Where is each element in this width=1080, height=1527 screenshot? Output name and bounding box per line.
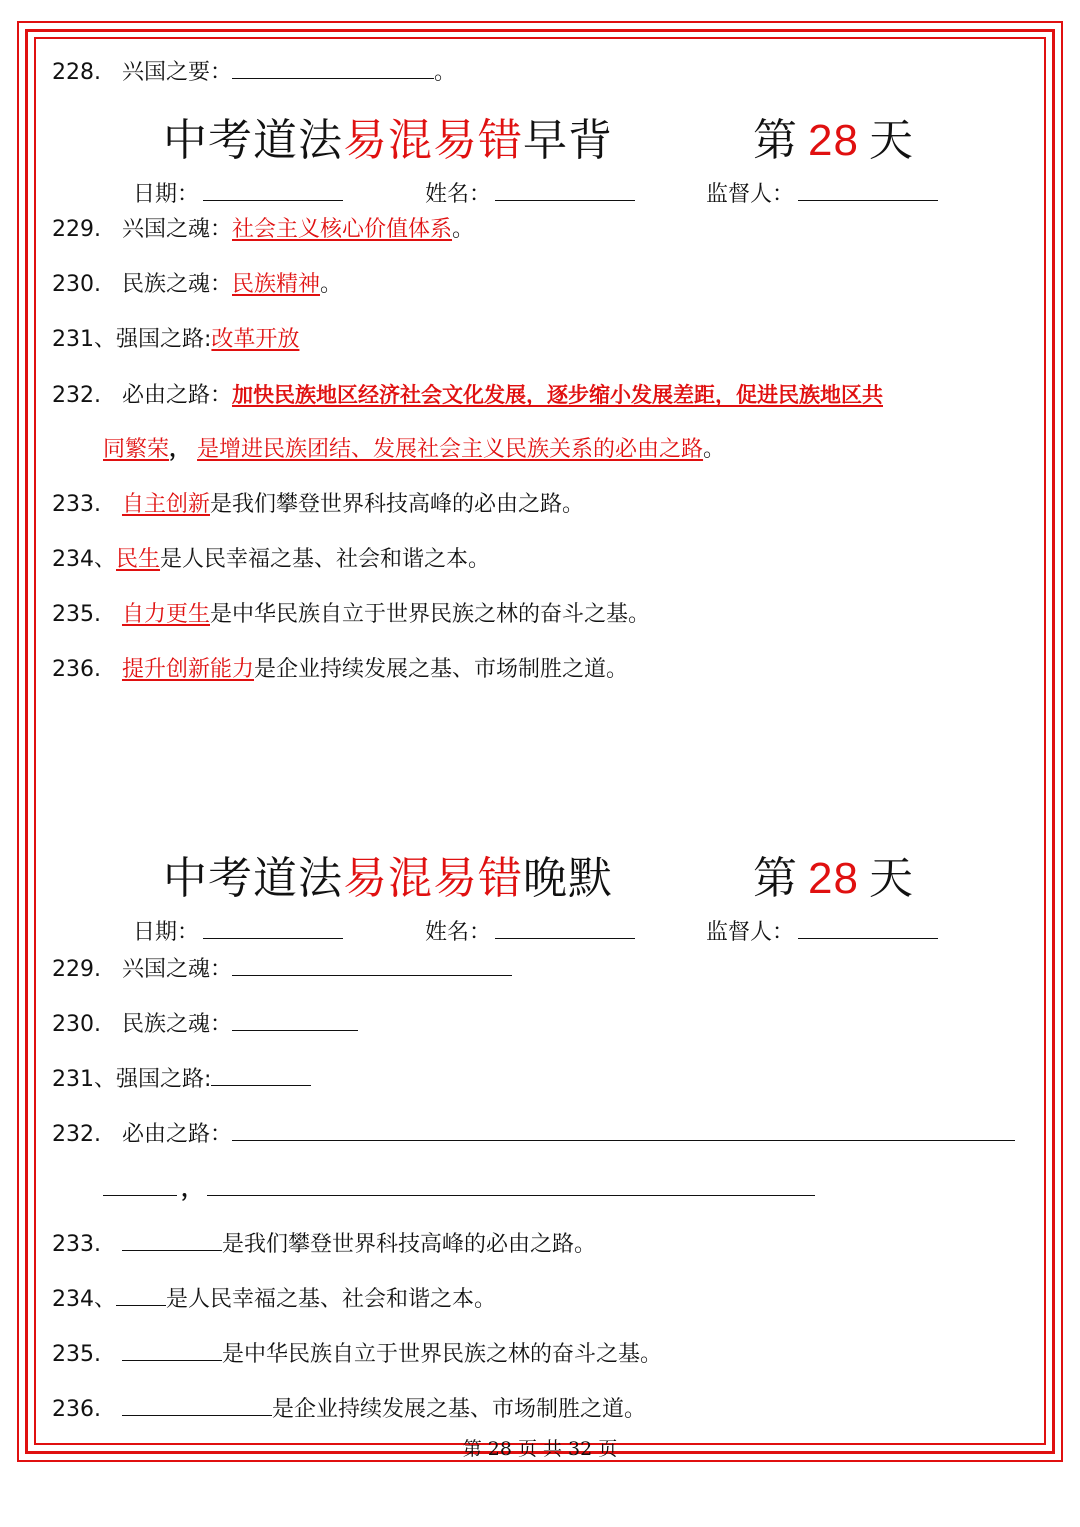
e-item-232-cont: ， [103,1173,815,1205]
m-item-234: 234、民生是人民幸福之基、社会和谐之本。 [52,547,491,572]
fill-blank[interactable] [232,56,434,79]
answer: 自主创新 [121,492,210,517]
e-item-235: 235. 是中华民族自立于世界民族之林的奋斗之基。 [52,1338,662,1370]
day-number: 28 [808,116,859,165]
fill-blank[interactable] [232,953,512,976]
e-item-230: 230. 民族之魂： [52,1008,358,1040]
e-item-231: 231、强国之路: [52,1063,311,1095]
date-field[interactable]: 日期： [133,178,343,210]
date-field[interactable]: 日期： [133,916,343,948]
page-footer: 第 28 页 共 32 页 [462,1438,618,1460]
fill-blank[interactable] [207,1173,815,1196]
answer: 民生 [116,547,161,572]
e-item-232: 232. 必由之路： [52,1118,1015,1150]
answer: 民族精神 [232,272,321,297]
day-number: 28 [808,854,859,903]
evening-title [163,851,914,907]
name-field[interactable]: 姓名： [425,916,635,948]
m-item-232: 232. 必由之路：加快民族地区经济社会文化发展，逐步缩小发展差距，促进民族地区共 [52,383,883,408]
name-field[interactable]: 姓名： [425,178,635,210]
answer: 社会主义核心价值体系 [232,217,453,242]
m-item-233: 233. 自主创新是我们攀登世界科技高峰的必由之路。 [52,492,585,517]
supervisor-field[interactable]: 监督人： [706,178,938,210]
e-item-236: 236. 是企业持续发展之基、市场制胜之道。 [52,1393,646,1425]
fill-blank[interactable] [232,1118,1015,1141]
answer: 加快民族地区经济社会文化发展，逐步缩小发展差距，促进民族地区共 [232,383,883,407]
m-item-235: 235. 自力更生是中华民族自立于世界民族之林的奋斗之基。 [52,602,651,627]
m-item-232-cont: 同繁荣， 是增进民族团结、发展社会主义民族关系的必由之路。 [103,437,726,462]
fill-blank[interactable] [122,1228,222,1251]
m-item-229: 229. 兴国之魂：社会主义核心价值体系。 [52,217,475,242]
morning-title [163,113,914,169]
m-item-231: 231、强国之路:改革开放 [52,327,300,352]
title-suffix: 早背 [523,115,613,166]
fill-blank[interactable] [103,1173,177,1196]
item-228 [52,56,456,88]
fill-blank[interactable] [232,1008,358,1031]
answer: 自力更生 [121,602,210,627]
fill-blank[interactable] [122,1393,272,1416]
day-counter: 第 28 天 [753,115,914,166]
title-red: 易混易错 [343,853,523,904]
fill-blank[interactable] [122,1338,222,1361]
e-item-233: 233. 是我们攀登世界科技高峰的必由之路。 [52,1228,596,1260]
item-number: 228. [52,60,101,85]
item-label: 兴国之要： [121,60,232,85]
title-red: 易混易错 [343,115,523,166]
title-black: 中考道法 [163,115,343,166]
m-item-236: 236. 提升创新能力是企业持续发展之基、市场制胜之道。 [52,657,629,682]
answer: 提升创新能力 [121,657,254,682]
fill-blank[interactable] [211,1063,311,1086]
m-item-230: 230. 民族之魂：民族精神。 [52,272,343,297]
item-end: 。 [434,60,457,85]
answer: 是增进民族团结、发展社会主义民族关系的必由之路 [197,437,704,462]
e-item-234: 234、 是人民幸福之基、社会和谐之本。 [52,1283,496,1315]
supervisor-field[interactable]: 监督人： [706,916,938,948]
e-item-229: 229. 兴国之魂： [52,953,512,985]
answer: 同繁荣 [103,437,170,462]
title-suffix: 晚默 [523,853,613,904]
fill-blank[interactable] [116,1283,166,1306]
title-black: 中考道法 [163,853,343,904]
day-counter: 第 28 天 [753,853,914,904]
answer: 改革开放 [211,327,300,352]
